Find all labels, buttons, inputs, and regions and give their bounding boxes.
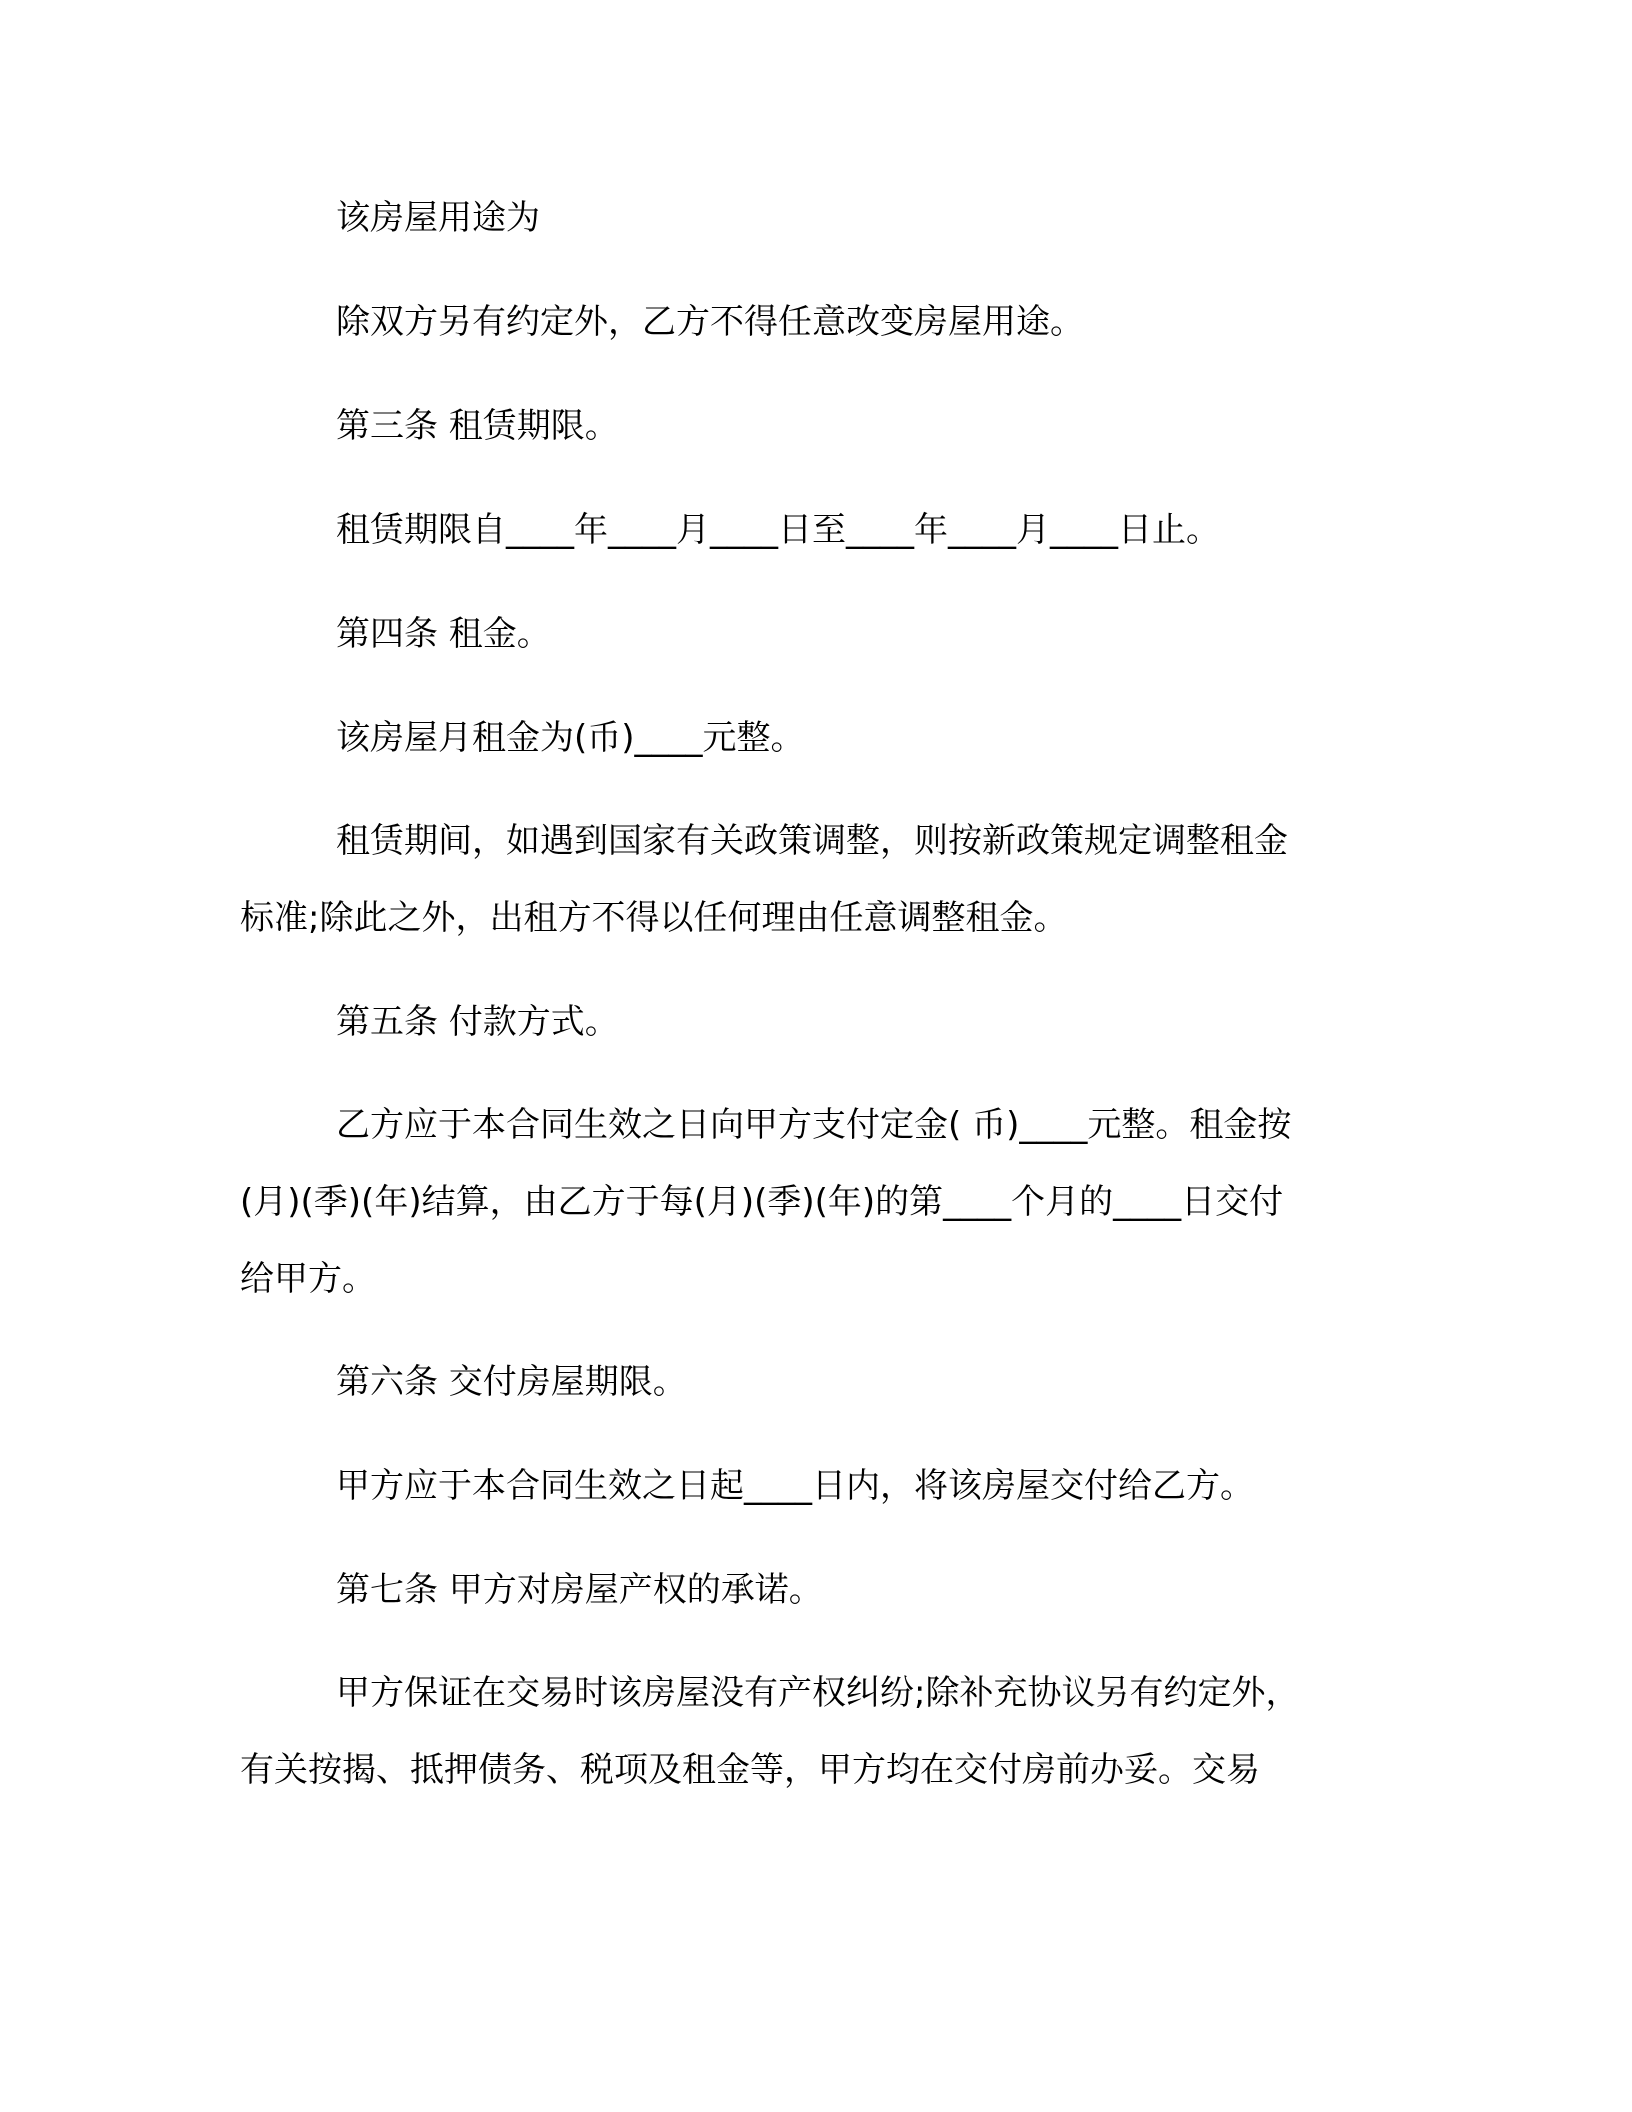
document-body (240, 984, 1380, 1061)
document-body (240, 1655, 1380, 1809)
heading-article-3: 第三条 租赁期限。 (336, 406, 619, 446)
document-body (240, 803, 1380, 957)
paragraph-usage-restriction: 除双方另有约定外，乙方不得任意改变房屋用途。 (336, 302, 1084, 342)
paragraph-payment-line-3: 给甲方。 (240, 1259, 376, 1299)
document-body (240, 700, 1380, 777)
document-body (240, 1552, 1380, 1629)
document-body (240, 596, 1380, 673)
heading-article-6: 第六条 交付房屋期限。 (336, 1362, 687, 1402)
paragraph-title-guarantee-line-2: 有关按揭、抵押债务、税项及租金等，甲方均在交付房前办妥。交易 (240, 1750, 1260, 1790)
document-body (240, 1344, 1380, 1421)
document-body (240, 1087, 1380, 1318)
document-body (240, 1448, 1380, 1525)
paragraph-title-guarantee-line-1: 甲方保证在交易时该房屋没有产权纠纷;除补充协议另有约定外， (336, 1673, 1300, 1713)
document-body (240, 284, 1380, 361)
heading-article-4: 第四条 租金。 (336, 614, 551, 654)
paragraph-payment-line-2: (月)(季)(年)结算，由乙方于每(月)(季)(年)的第____个月的____日交付 (240, 1182, 1284, 1222)
heading-article-7: 第七条 甲方对房屋产权的承诺。 (336, 1570, 823, 1610)
paragraph-monthly-rent: 该房屋月租金为(币)____元整。 (336, 718, 805, 758)
paragraph-rent-adjustment-line-2: 标准;除此之外，出租方不得以任何理由任意调整租金。 (240, 898, 1068, 938)
document-body (240, 180, 1380, 257)
paragraph-lease-term: 租赁期限自____年____月____日至____年____月____日止。 (336, 510, 1220, 550)
paragraph-usage: 该房屋用途为 (336, 198, 540, 238)
document-body (240, 492, 1380, 569)
heading-article-5: 第五条 付款方式。 (336, 1002, 619, 1042)
paragraph-rent-adjustment-line-1: 租赁期间，如遇到国家有关政策调整，则按新政策规定调整租金 (336, 821, 1288, 861)
paragraph-payment-line-1: 乙方应于本合同生效之日向甲方支付定金( 币)____元整。租金按 (336, 1105, 1292, 1145)
paragraph-delivery-term: 甲方应于本合同生效之日起____日内，将该房屋交付给乙方。 (336, 1466, 1254, 1506)
document-body (240, 388, 1380, 465)
